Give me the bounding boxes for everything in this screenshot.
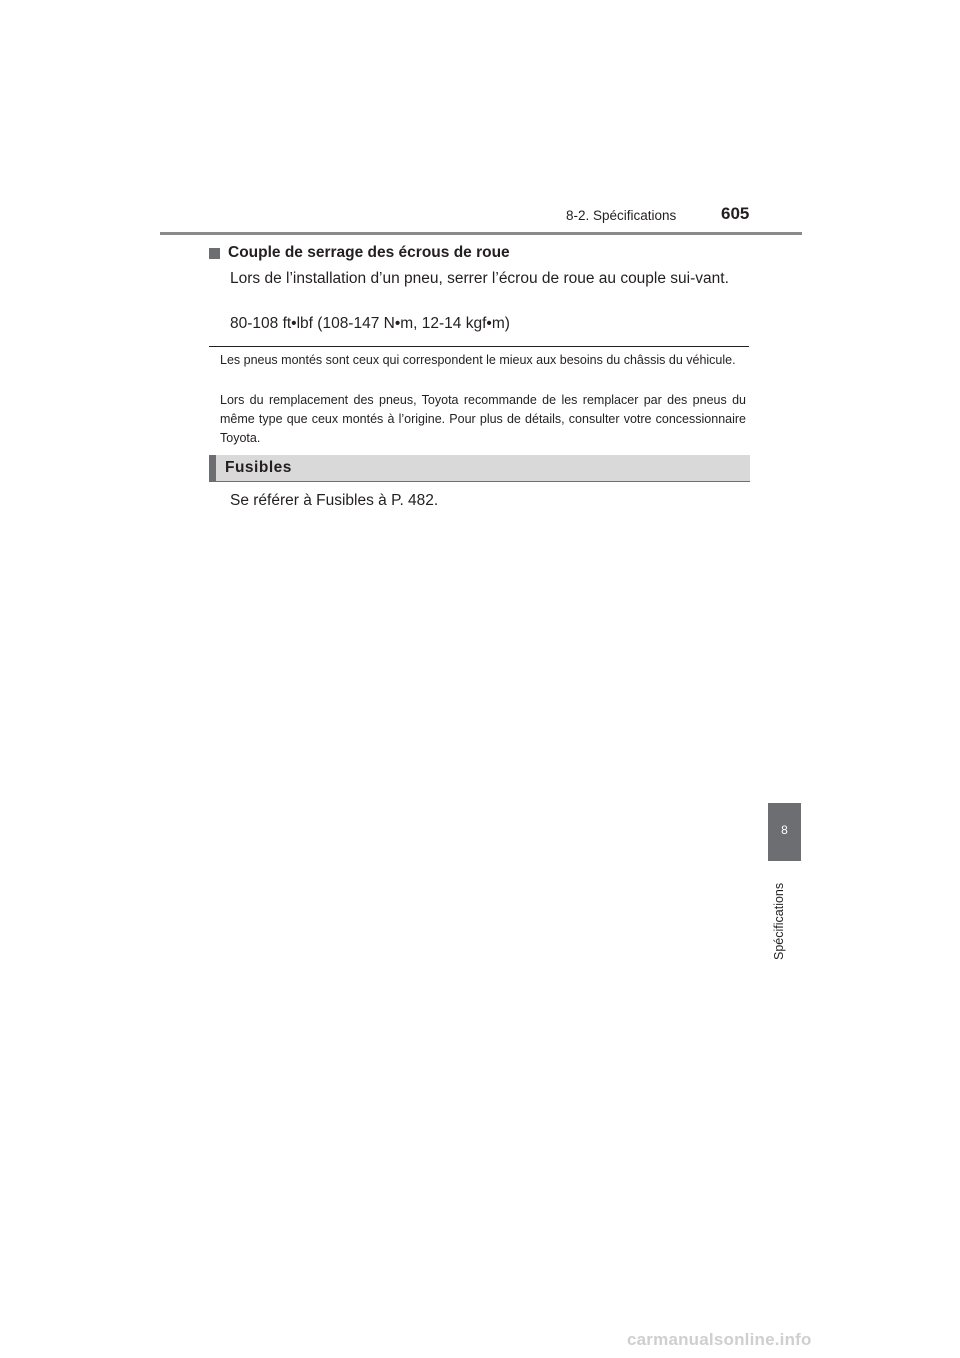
chapter-tab	[768, 803, 801, 861]
torque-instruction: Lors de l’installation d’un pneu, serrer l’écrou de roue au couple sui-vant.	[230, 270, 729, 287]
torque-heading	[209, 244, 510, 262]
fuses-reference: Se référer à Fusibles à P. 482.	[230, 492, 439, 509]
torque-heading-text: Couple de serrage des écrous de roue	[228, 244, 510, 261]
square-bullet-icon	[209, 248, 220, 259]
header-section-title: 8-2. Spécifications	[566, 208, 677, 223]
chapter-label: Spécifications	[772, 882, 786, 960]
page-number: 605	[721, 204, 750, 223]
note-paragraph-2: Lors du remplacement des pneus, Toyota recommande de les remplacer par des pneus du même type que ceux montés à l’origine. Pour plus de détails, consulter votre concessionnaire Toyota.	[220, 393, 746, 445]
section-accent-bar	[209, 455, 216, 481]
note-divider	[209, 346, 749, 347]
watermark: carmanualsonline.info	[627, 1330, 812, 1349]
chapter-number: 8	[781, 823, 788, 837]
fuses-section-title: Fusibles	[225, 459, 292, 476]
torque-value: 80-108 ft•lbf (108-147 N•m, 12-14 kgf•m)	[230, 315, 510, 332]
fuses-section-bar	[209, 455, 750, 482]
note-paragraph-1: Les pneus montés sont ceux qui correspondent le mieux aux besoins du châssis du véhicule.	[220, 353, 736, 367]
header-divider	[160, 232, 802, 235]
